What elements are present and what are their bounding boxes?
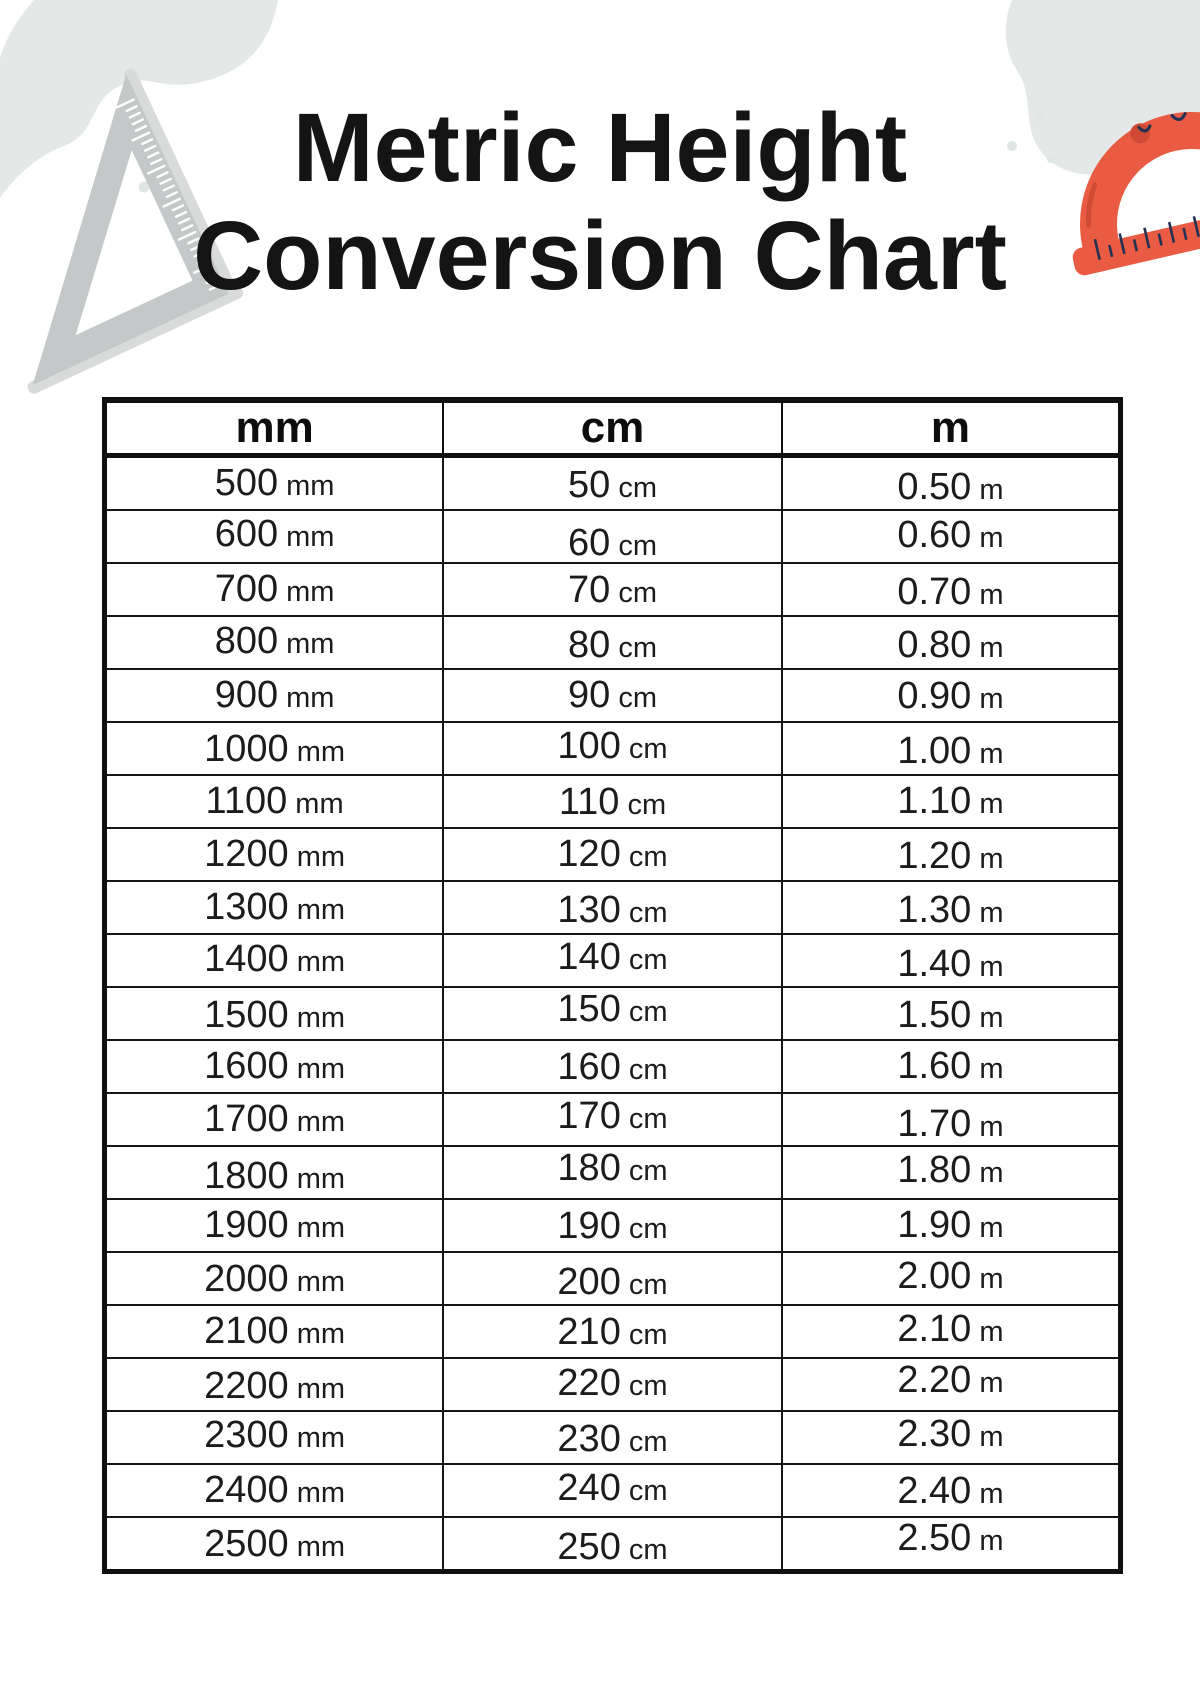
table-row <box>105 987 1121 1040</box>
table-cell: 70 cm <box>443 563 782 616</box>
table-cell: 100 cm <box>443 722 782 775</box>
table-cell: 800 mm <box>105 616 444 669</box>
table-cell: 170 cm <box>443 1093 782 1146</box>
table-cell: 2.40 m <box>782 1464 1121 1517</box>
column-header-mm: mm <box>105 400 444 456</box>
table-row <box>105 510 1121 563</box>
table-cell: 2000 mm <box>105 1252 444 1305</box>
column-header-m: m <box>782 400 1121 456</box>
table-cell: 1000 mm <box>105 722 444 775</box>
table-row <box>105 1199 1121 1252</box>
table-cell: 500 mm <box>105 456 444 511</box>
table-row <box>105 456 1121 511</box>
table-cell: 1.50 m <box>782 987 1121 1040</box>
table-row <box>105 1411 1121 1464</box>
table-header-row <box>105 400 1121 456</box>
table-cell: 700 mm <box>105 563 444 616</box>
table-cell: 1.30 m <box>782 881 1121 934</box>
table-row <box>105 722 1121 775</box>
table-row <box>105 828 1121 881</box>
table-cell: 2.20 m <box>782 1358 1121 1411</box>
table-row <box>105 669 1121 722</box>
table-cell: 50 cm <box>443 456 782 511</box>
table-cell: 180 cm <box>443 1146 782 1199</box>
table-row <box>105 1464 1121 1517</box>
table-cell: 2500 mm <box>105 1517 444 1572</box>
table-cell: 2.30 m <box>782 1411 1121 1464</box>
table-row <box>105 1358 1121 1411</box>
table-cell: 140 cm <box>443 934 782 987</box>
table-cell: 0.50 m <box>782 456 1121 511</box>
table-cell: 230 cm <box>443 1411 782 1464</box>
table-row <box>105 881 1121 934</box>
column-header-cm: cm <box>443 400 782 456</box>
table-row <box>105 934 1121 987</box>
table-cell: 2.50 m <box>782 1517 1121 1572</box>
table-row <box>105 1305 1121 1358</box>
table-cell: 1.60 m <box>782 1040 1121 1093</box>
table-cell: 110 cm <box>443 775 782 828</box>
table-row <box>105 1517 1121 1572</box>
table-cell: 250 cm <box>443 1517 782 1572</box>
table-cell: 1200 mm <box>105 828 444 881</box>
table-cell: 190 cm <box>443 1199 782 1252</box>
table-cell: 900 mm <box>105 669 444 722</box>
table-cell: 1.70 m <box>782 1093 1121 1146</box>
table-cell: 120 cm <box>443 828 782 881</box>
table-body <box>105 456 1121 1572</box>
table-cell: 150 cm <box>443 987 782 1040</box>
table-cell: 220 cm <box>443 1358 782 1411</box>
table-header <box>105 400 1121 456</box>
table-cell: 1400 mm <box>105 934 444 987</box>
table-cell: 1600 mm <box>105 1040 444 1093</box>
table-cell: 60 cm <box>443 510 782 563</box>
table-cell: 200 cm <box>443 1252 782 1305</box>
table-row <box>105 616 1121 669</box>
table-cell: 90 cm <box>443 669 782 722</box>
conversion-table <box>102 397 1123 1574</box>
table-cell: 2.00 m <box>782 1252 1121 1305</box>
table-cell: 1.00 m <box>782 722 1121 775</box>
table-cell: 1.10 m <box>782 775 1121 828</box>
table-row <box>105 1146 1121 1199</box>
page-title-line1: Metric Height <box>292 93 908 202</box>
table-cell: 130 cm <box>443 881 782 934</box>
table-cell: 0.90 m <box>782 669 1121 722</box>
table-row <box>105 1040 1121 1093</box>
table-cell: 1100 mm <box>105 775 444 828</box>
table-cell: 1.20 m <box>782 828 1121 881</box>
table-cell: 80 cm <box>443 616 782 669</box>
table-row <box>105 1252 1121 1305</box>
table-cell: 240 cm <box>443 1464 782 1517</box>
table-row <box>105 563 1121 616</box>
table-cell: 2.10 m <box>782 1305 1121 1358</box>
table-cell: 1900 mm <box>105 1199 444 1252</box>
table-cell: 1800 mm <box>105 1146 444 1199</box>
table-cell: 0.80 m <box>782 616 1121 669</box>
page-title <box>0 94 1200 310</box>
table-cell: 1.90 m <box>782 1199 1121 1252</box>
table-cell: 0.70 m <box>782 563 1121 616</box>
table-cell: 0.60 m <box>782 510 1121 563</box>
table-row <box>105 775 1121 828</box>
table-row <box>105 1093 1121 1146</box>
table-cell: 160 cm <box>443 1040 782 1093</box>
table-cell: 1700 mm <box>105 1093 444 1146</box>
table-cell: 600 mm <box>105 510 444 563</box>
table-cell: 1300 mm <box>105 881 444 934</box>
table-cell: 1.40 m <box>782 934 1121 987</box>
table-cell: 2100 mm <box>105 1305 444 1358</box>
page-title-line2: Conversion Chart <box>193 201 1007 310</box>
table-cell: 2300 mm <box>105 1411 444 1464</box>
table-cell: 210 cm <box>443 1305 782 1358</box>
table-cell: 2400 mm <box>105 1464 444 1517</box>
table-cell: 2200 mm <box>105 1358 444 1411</box>
table-cell: 1.80 m <box>782 1146 1121 1199</box>
table-cell: 1500 mm <box>105 987 444 1040</box>
